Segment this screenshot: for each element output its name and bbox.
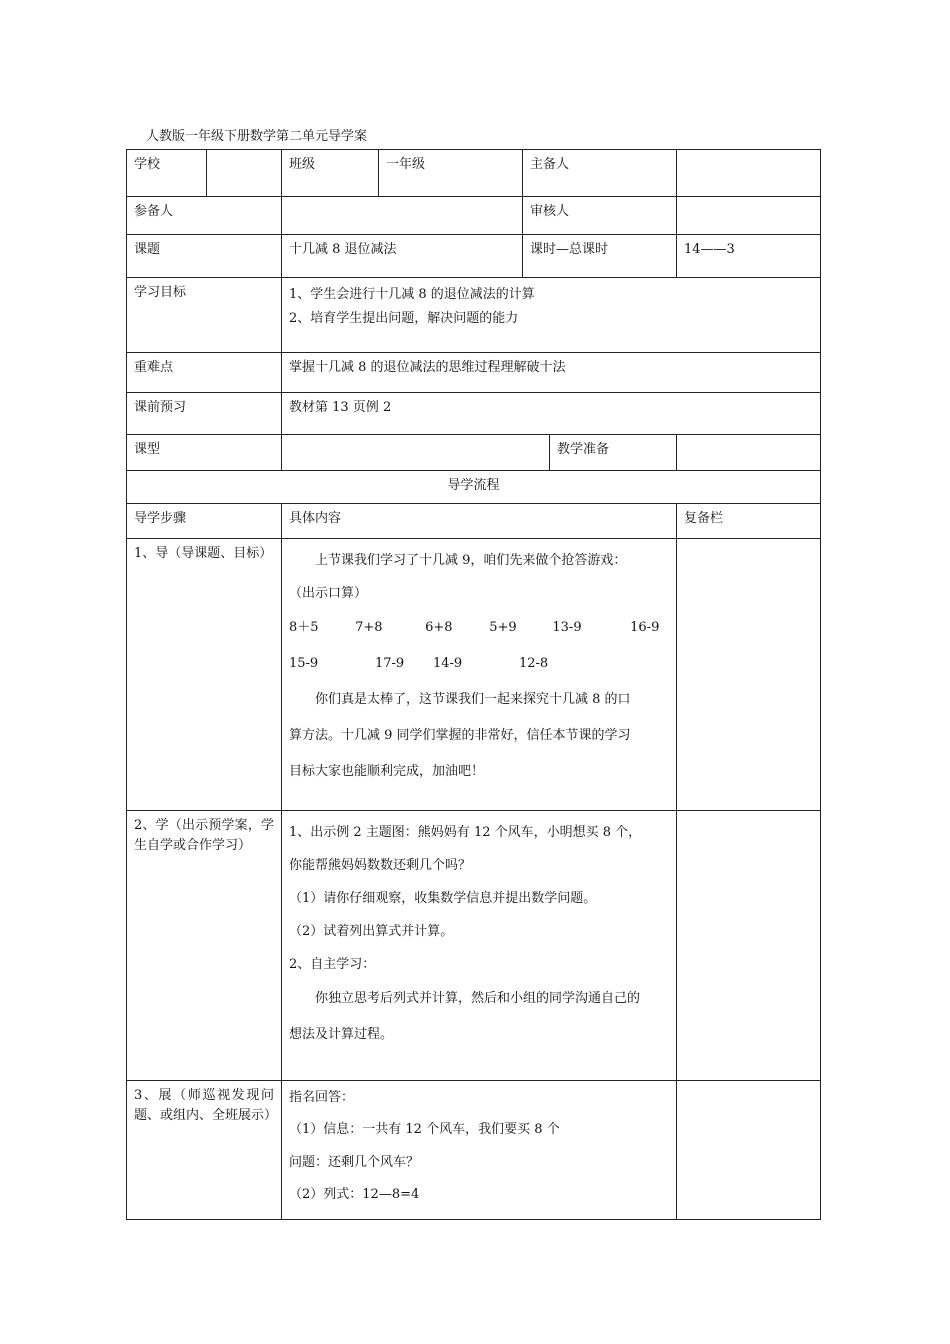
prep-label: 教学准备 — [550, 435, 677, 471]
preparer-value — [677, 150, 821, 197]
math-item: 16-9 — [630, 620, 660, 635]
class-value: 一年级 — [379, 150, 523, 197]
step-row — [127, 811, 821, 1081]
row-goals — [127, 278, 821, 353]
step-line: （2）列式：12—8=4 — [289, 1187, 420, 1202]
row-key-points — [127, 353, 821, 393]
step-show: （出示口算） — [289, 586, 368, 601]
lesson-type-value — [282, 435, 550, 471]
document-title: 人教版一年级下册数学第二单元导学案 — [146, 129, 368, 144]
math-item: 15-9 — [289, 656, 319, 671]
key-points-label: 重难点 — [127, 353, 282, 393]
col-step-header: 导学步骤 — [127, 504, 282, 539]
row-preview — [127, 393, 821, 435]
study-plan-table — [126, 149, 821, 1220]
reviewer-value — [677, 197, 821, 235]
math-item: 8＋5 — [289, 620, 319, 635]
step-review — [677, 539, 821, 811]
lesson-type-label: 课型 — [127, 435, 282, 471]
step-review — [677, 1081, 821, 1220]
goal-line: 1、学生会进行十几减 8 的退位减法的计算 — [289, 287, 535, 302]
school-label: 学校 — [127, 150, 207, 197]
step-content — [282, 539, 677, 811]
math-item: 7+8 — [355, 620, 383, 635]
goals-label: 学习目标 — [127, 278, 282, 353]
step-label: 2、学（出示预学案，学生自学或合作学习） — [127, 811, 282, 1081]
flow-title: 导学流程 — [127, 471, 821, 504]
step-line: 2、自主学习： — [289, 957, 376, 972]
row-co-preparer — [127, 197, 821, 235]
school-value — [207, 150, 282, 197]
prep-value — [677, 435, 821, 471]
step-line: 1、出示例 2 主题图：熊妈妈有 12 个风车，小明想买 8 个， — [289, 825, 642, 840]
step-paragraph-line: 目标大家也能顺利完成，加油吧！ — [289, 764, 485, 779]
step-paragraph-line: 你们真是太棒了，这节课我们一起来探究十几减 8 的口 — [315, 692, 631, 707]
step-label: 1、导（导课题、目标） — [127, 539, 282, 811]
step-intro: 上节课我们学习了十几减 9，咱们先来做个抢答游戏： — [315, 553, 627, 568]
col-content-header: 具体内容 — [282, 504, 677, 539]
col-review-header: 复备栏 — [677, 504, 821, 539]
row-flow-title — [127, 471, 821, 504]
row-column-headers — [127, 504, 821, 539]
reviewer-label: 审核人 — [523, 197, 677, 235]
class-label: 班级 — [282, 150, 379, 197]
math-item: 5+9 — [489, 620, 517, 635]
step-paragraph-line: 算方法。十几减 9 同学们掌握的非常好，信任本节课的学习 — [289, 728, 631, 743]
step-line: 问题：还剩几个风车？ — [289, 1155, 420, 1170]
math-item: 12-8 — [519, 656, 549, 671]
step-paragraph-line: 想法及计算过程。 — [289, 1027, 394, 1042]
topic-value: 十几减 8 退位减法 — [282, 235, 523, 278]
step-line: （2）试着列出算式并计算。 — [289, 924, 454, 939]
preparer-label: 主备人 — [523, 150, 677, 197]
mental-math-row — [289, 646, 669, 682]
co-preparer-label: 参备人 — [127, 197, 282, 235]
row-lesson-type — [127, 435, 821, 471]
step-label: 3、展（师巡视发现问题、或组内、全班展示） — [127, 1081, 282, 1220]
step-line: 指名回答： — [289, 1090, 355, 1105]
math-item: 17-9 — [375, 656, 405, 671]
key-points-value: 掌握十几减 8 的退位减法的思维过程理解破十法 — [282, 353, 821, 393]
period-value: 14——3 — [677, 235, 821, 278]
step-content — [282, 811, 677, 1081]
math-item: 14-9 — [433, 656, 463, 671]
preview-label: 课前预习 — [127, 393, 282, 435]
step-line: 你能帮熊妈妈数数还剩几个吗？ — [289, 858, 472, 873]
step-review — [677, 811, 821, 1081]
step-line: （1）信息：一共有 12 个风车，我们要买 8 个 — [289, 1122, 560, 1137]
step-line: （1）请你仔细观察，收集数学信息并提出数学问题。 — [289, 891, 597, 906]
step-content — [282, 1081, 677, 1220]
step-paragraph-line: 你独立思考后列式并计算，然后和小组的同学沟通自己的 — [315, 991, 641, 1006]
row-school-class — [127, 150, 821, 197]
goal-line: 2、培育学生提出问题，解决问题的能力 — [289, 311, 519, 326]
period-label: 课时—总课时 — [523, 235, 677, 278]
step-row — [127, 1081, 821, 1220]
co-preparer-value — [282, 197, 523, 235]
topic-label: 课题 — [127, 235, 282, 278]
row-topic — [127, 235, 821, 278]
step-row — [127, 539, 821, 811]
math-item: 6+8 — [425, 620, 453, 635]
math-item: 13-9 — [552, 620, 582, 635]
preview-value: 教材第 13 页例 2 — [282, 393, 821, 435]
goals-content — [282, 278, 821, 353]
mental-math-row — [289, 610, 669, 646]
